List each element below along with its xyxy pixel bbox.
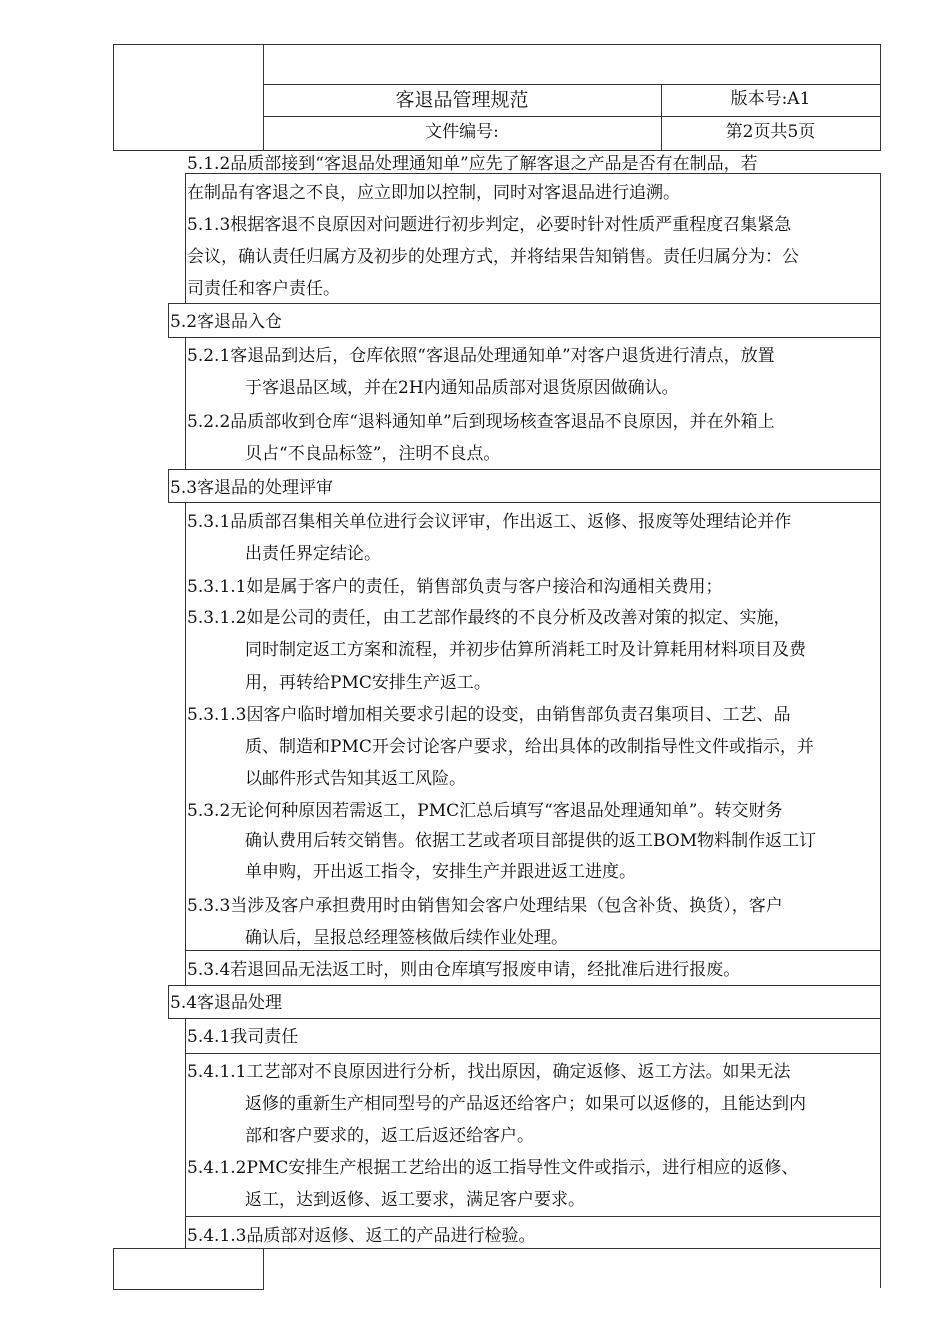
text-line: 5.4.1.2PMC安排生产根据工艺给出的返工指导性文件或指示，进行相应的返修、 xyxy=(187,1158,799,1178)
text-line: 在制品有客退之不良，应立即加以控制，同时对客退品进行追溯。 xyxy=(187,183,680,203)
header-divider-1 xyxy=(263,84,881,85)
header-left-border xyxy=(113,44,114,151)
col-rule xyxy=(168,469,169,503)
col-rule xyxy=(185,502,186,985)
section-heading: 5.4客退品处理 xyxy=(170,993,283,1013)
row-rule xyxy=(168,303,881,304)
footer-bottom-border xyxy=(113,1289,264,1290)
row-rule xyxy=(185,1053,881,1054)
text-line: 质、制造和PMC开会讨论客户要求，给出具体的改制指导性文件或指示，并 xyxy=(245,737,814,757)
col-rule xyxy=(168,985,169,1019)
text-line: 5.4.1.3品质部对返修、返工的产品进行检验。 xyxy=(187,1226,536,1246)
text-line: 单申购，开出返工指令，安排生产并跟进返工进度。 xyxy=(245,862,636,882)
row-rule xyxy=(185,1248,881,1249)
text-line: 贝占“不良品标签”，注明不良点。 xyxy=(245,444,501,464)
text-line: 确认费用后转交销售。依据工艺或者项目部提供的返工BOM物料制作返工订 xyxy=(245,831,817,851)
text-line: 以邮件形式告知其返工风险。 xyxy=(245,769,466,789)
text-line: 5.3.1品质部召集相关单位进行会议评审，作出返工、返修、报废等处理结论并作 xyxy=(187,512,792,532)
text-line: 5.3.4若退回品无法返工时，则由仓库填写报废申请，经批准后进行报废。 xyxy=(187,960,741,980)
section-heading: 5.2客退品入仓 xyxy=(170,312,283,332)
page-indicator: 第2页共5页 xyxy=(725,122,816,142)
text-line: 5.3.3当涉及客户承担费用时由销售知会客户处理结果（包含补货、换货），客户 xyxy=(187,896,783,916)
subsection-heading: 5.4.1我司责任 xyxy=(187,1027,299,1047)
doc-number-label: 文件编号: xyxy=(425,122,499,142)
footer-top-border xyxy=(113,1248,264,1249)
row-rule xyxy=(168,469,881,470)
text-line: 5.3.2无论何种原因若需返工，PMC汇总后填写“客退品处理通知单”。转交财务 xyxy=(187,801,783,821)
text-line: 5.3.1.1如是属于客户的责任，销售部负责与客户接洽和沟通相关费用； xyxy=(187,577,723,597)
text-line: 会议，确认责任归属方及初步的处理方式，并将结果告知销售。责任归属分为：公 xyxy=(187,247,799,267)
text-line: 司责任和客户责任。 xyxy=(187,279,340,299)
col-rule xyxy=(185,1018,186,1249)
row-rule xyxy=(168,985,881,986)
version-label: 版本号:A1 xyxy=(730,89,811,109)
text-line: 5.3.1.3因客户临时增加相关要求引起的设变，由销售部负责召集项目、工艺、品 xyxy=(187,705,791,725)
row-rule xyxy=(185,950,881,951)
text-line: 返修的重新生产相同型号的产品返还给客户；如果可以返修的，且能达到内 xyxy=(245,1094,806,1114)
header-divider-2 xyxy=(263,116,881,117)
text-line: 5.1.3根据客退不良原因对问题进行初步判定，必要时针对性质严重程度召集紧急 xyxy=(187,215,792,235)
header-bottom-border xyxy=(113,150,881,151)
row-rule xyxy=(168,502,881,503)
text-line: 5.2.1客退品到达后，仓库依照“客退品处理通知单”对客户退货进行清点，放置 xyxy=(187,346,775,366)
text-line: 用，再转给PMC安排生产返工。 xyxy=(245,673,491,693)
footer-right-border xyxy=(263,1248,264,1290)
text-line: 同时制定返工方案和流程，并初步估算所消耗工时及计算耗用材料项目及费 xyxy=(245,640,806,660)
table-right-border xyxy=(880,173,881,1288)
text-line: 出责任界定结论。 xyxy=(245,544,381,564)
text-line: 5.1.2品质部接到“客退品处理通知单”应先了解客退之产品是否有在制品，若 xyxy=(187,154,758,174)
text-line: 返工，达到返修、返工要求，满足客户要求。 xyxy=(245,1190,585,1210)
doc-title: 客退品管理规范 xyxy=(395,89,529,111)
col-rule xyxy=(185,337,186,470)
row-rule xyxy=(168,1018,881,1019)
header-top-border xyxy=(113,44,881,45)
text-line: 5.2.2品质部收到仓库“退料通知单”后到现场核查客退品不良原因，并在外箱上 xyxy=(187,412,775,432)
footer-left-border xyxy=(113,1248,114,1290)
row-rule xyxy=(168,337,881,338)
text-line: 5.4.1.1工艺部对不良原因进行分析，找出原因，确定返修、返工方法。如果无法 xyxy=(187,1062,791,1082)
col-rule xyxy=(168,303,169,338)
text-line: 5.3.1.2如是公司的责任，由工艺部作最终的不良分析及改善对策的拟定、实施， xyxy=(187,608,791,628)
col-rule xyxy=(185,173,186,304)
section-heading: 5.3客退品的处理评审 xyxy=(170,478,334,498)
row-rule xyxy=(185,1216,881,1217)
text-line: 确认后，呈报总经理签核做后续作业处理。 xyxy=(245,928,568,948)
text-line: 部和客户要求的，返工后返还给客户。 xyxy=(245,1126,534,1146)
header-right-border xyxy=(880,44,881,151)
text-line: 于客退品区域，并在2H内通知品质部对退货原因做确认。 xyxy=(245,378,679,398)
